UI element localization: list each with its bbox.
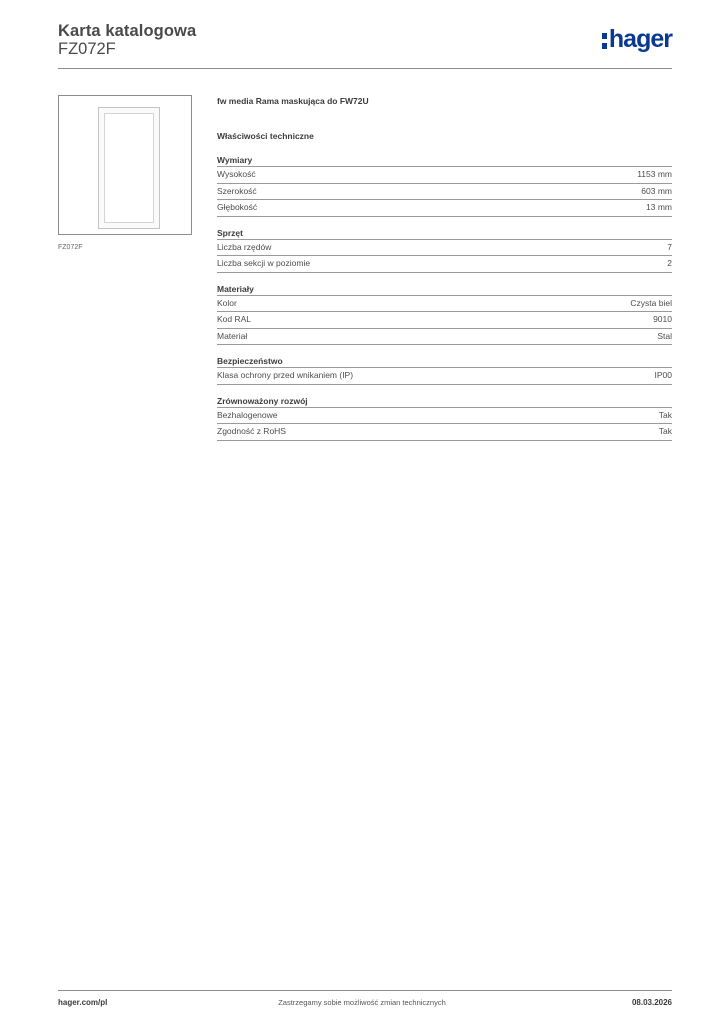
- row-label: Liczba sekcji w poziomie: [217, 258, 311, 268]
- row-label: Głębokość: [217, 202, 258, 212]
- table-row: [217, 239, 672, 257]
- row-label: Kod RAL: [217, 314, 252, 324]
- row-label: Zgodność z RoHS: [217, 426, 286, 436]
- group-title: Bezpieczeństwo: [217, 356, 283, 366]
- row-label: Wysokość: [217, 169, 256, 179]
- hager-logo: [602, 24, 672, 54]
- group-sustainability: [217, 395, 672, 441]
- row-value: Tak: [658, 409, 672, 420]
- product-description: fw media Rama maskująca do FW72U: [217, 96, 369, 106]
- row-value: 1153 mm: [637, 169, 672, 179]
- footer-notice: Zastrzegamy sobie możliwość zmian technicznych: [278, 998, 446, 1007]
- table-row: [217, 295, 672, 313]
- row-label: Materiał: [217, 330, 248, 341]
- group-dimensions: [217, 154, 672, 217]
- technical-data: [217, 95, 672, 441]
- row-label: Bezhalogenowe: [217, 409, 278, 420]
- section-title: Właściwości techniczne: [217, 131, 314, 141]
- row-label: Szerokość: [217, 185, 257, 196]
- row-value: 7: [667, 241, 672, 252]
- table-row: [217, 367, 672, 385]
- row-value: 603 mm: [641, 185, 672, 196]
- table-row: [217, 407, 672, 425]
- logo-text: hager: [608, 25, 672, 53]
- row-value: Czysta biel: [630, 297, 672, 308]
- masking-frame-icon: [98, 107, 160, 229]
- row-value: 2: [667, 258, 672, 268]
- page-header: [58, 20, 672, 68]
- table-row: [217, 424, 672, 441]
- group-materials: [217, 283, 672, 346]
- product-image: [58, 95, 192, 235]
- table-row: [217, 166, 672, 184]
- footer-divider: [58, 990, 672, 991]
- row-label: Klasa ochrony przed wnikaniem (IP): [217, 370, 354, 380]
- group-title: Materiały: [217, 283, 254, 294]
- group-title: Sprzęt: [217, 227, 243, 238]
- row-label: Kolor: [217, 297, 237, 308]
- table-row: [217, 329, 672, 346]
- footer-website-link[interactable]: hager.com/pl: [58, 998, 108, 1007]
- group-title: Zrównoważony rozwój: [217, 395, 308, 406]
- table-row: [217, 256, 672, 273]
- header-divider: [58, 68, 672, 69]
- row-value: Tak: [658, 426, 672, 436]
- document-title: Karta katalogowa: [58, 22, 197, 40]
- row-label: Liczba rzędów: [217, 241, 272, 252]
- table-row: [217, 312, 672, 329]
- row-value: 13 mm: [646, 202, 672, 212]
- group-title: Wymiary: [217, 155, 253, 165]
- image-caption: FZ072F: [58, 244, 83, 251]
- row-value: Stal: [657, 330, 672, 341]
- row-value: IP00: [654, 370, 672, 380]
- product-code: FZ072F: [58, 40, 116, 58]
- group-equipment: [217, 227, 672, 273]
- table-row: [217, 184, 672, 201]
- row-value: 9010: [653, 314, 672, 324]
- footer-date: 08.03.2026: [631, 998, 672, 1007]
- logo-colon-icon: [602, 29, 607, 51]
- group-safety: [217, 355, 672, 385]
- table-row: [217, 200, 672, 217]
